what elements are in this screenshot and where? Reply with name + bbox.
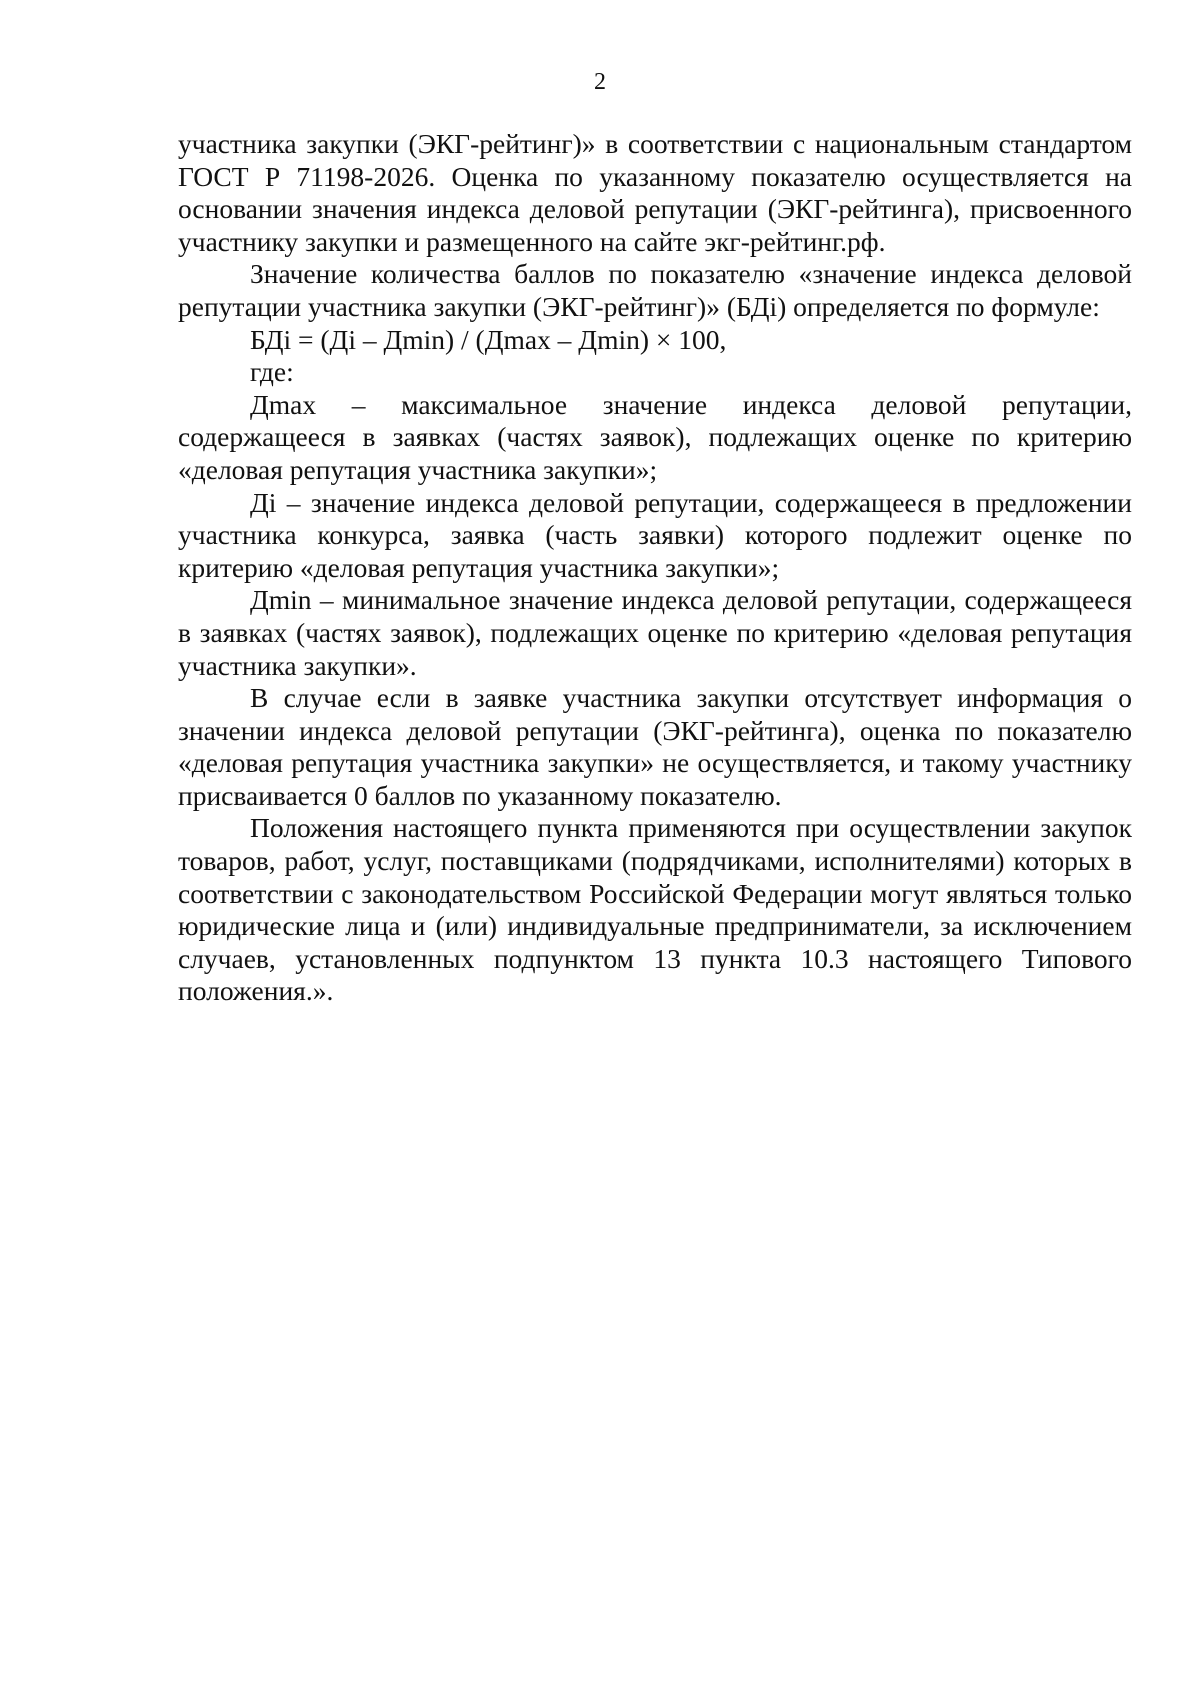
page-number: 2: [594, 69, 606, 95]
definition-di: Дi – значение индекса деловой репутации, содержащееся в предложении участника конкурса, заявка (часть заявки) которого подлежит оценке по критерию «деловая репутация участника закупки»;: [178, 486, 1132, 583]
paragraph-missing-info: В случае если в заявке участника закупки отсутствует информация о значении индекса деловой репутации (ЭКГ-рейтинга), оценка по показателю «деловая репутация участника закупки» не осуществляется, и такому участнику присваивается 0 баллов по указанному показателю.: [178, 682, 1132, 811]
paragraph-continuation: участника закупки (ЭКГ-рейтинг)» в соответствии с национальным стандартом ГОСТ Р 71198-2026. Оценка по указанному показателю осуществляется на основании значения индекса деловой репутации (ЭКГ-рейтинга), присвоенного участнику закупки и размещенного на сайте экг-рейтинг.рф.: [178, 128, 1132, 257]
paragraph-applicability: Положения настоящего пункта применяются при осуществлении закупок товаров, работ, услуг, поставщиками (подрядчиками, исполнителями) которых в соответствии с законодательством Российской Федерации могут являться только юридические лица и (или) индивидуальные предприниматели, за исключением случаев, установленных подпунктом 13 пункта 10.3 настоящего Типового положения.».: [178, 812, 1132, 1007]
formula: БДi = (Дi – Дmin) / (Дmax – Дmin) × 100,: [250, 323, 727, 355]
definition-dmin: Дmin – минимальное значение индекса деловой репутации, содержащееся в заявках (частях заявок), подлежащих оценке по критерию «деловая репутация участника закупки».: [178, 584, 1132, 681]
definition-dmax: Дmax – максимальное значение индекса деловой репутации, содержащееся в заявках (частях заявок), подлежащих оценке по критерию «деловая репутация участника закупки»;: [178, 388, 1132, 485]
where-label: где:: [250, 356, 294, 388]
document-body: [178, 128, 1132, 1008]
paragraph-score-definition: Значение количества баллов по показателю «значение индекса деловой репутации участника закупки (ЭКГ-рейтинг)» (БДi) определяется по формуле:: [178, 258, 1132, 322]
